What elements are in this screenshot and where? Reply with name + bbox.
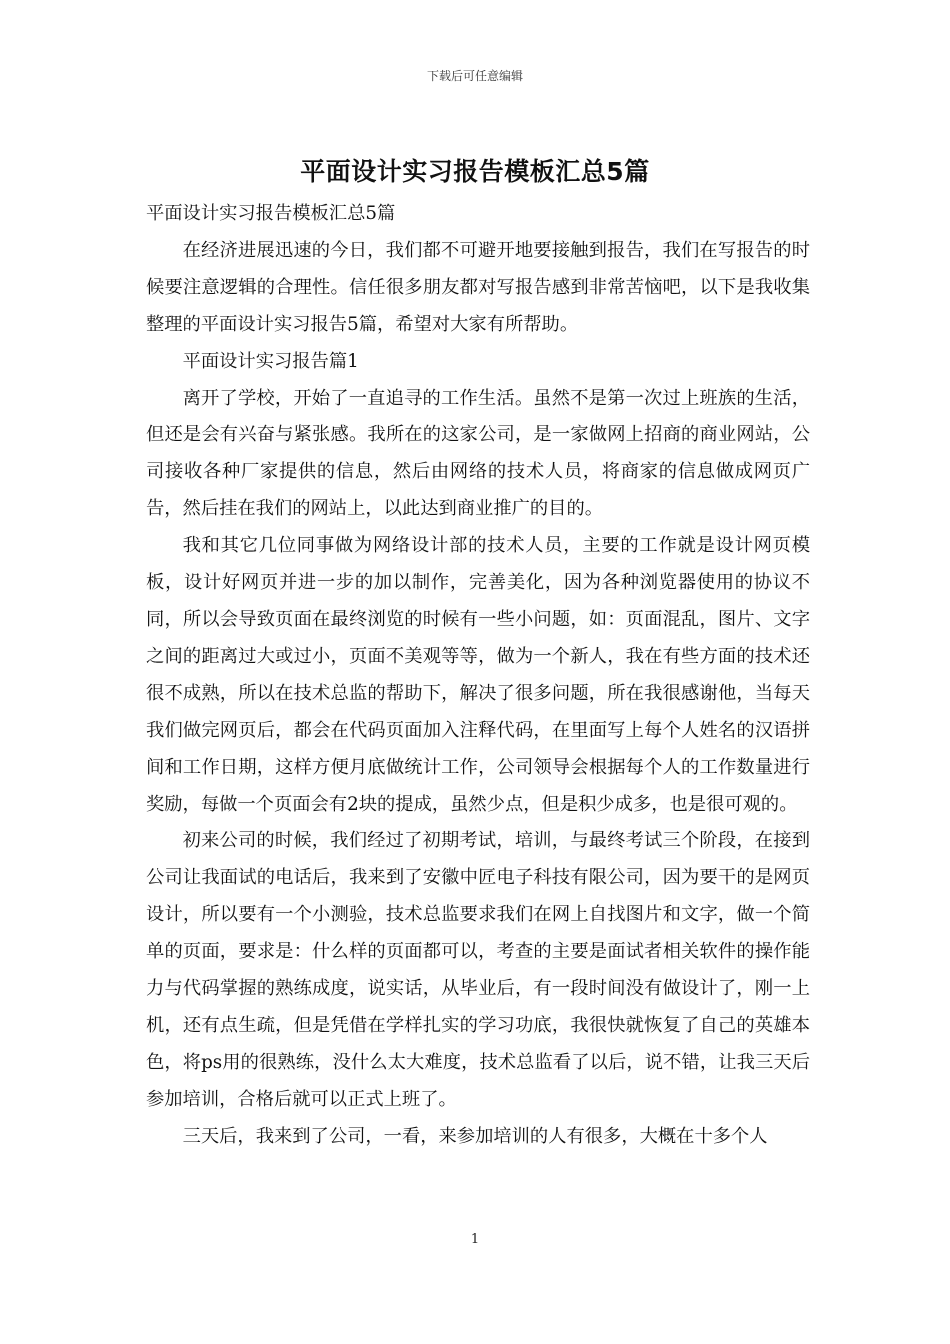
body-paragraph: 初来公司的时候，我们经过了初期考试，培训，与最终考试三个阶段，在接到公司让我面试的电话后，我来到了安徽中匠电子科技有限公司，因为要干的是网页设计，所以要有一个小测验，技术总监要求我们在网上自找图片和文字，做一个简单的页面，要求是：什么样的页面都可以，考查的主要是面试者相关软件的操作能力与代码掌握的熟练成度，说实话，从毕业后，有一段时间没有做设计了，刚一上机，还有点生疏，但是凭借在学样扎实的学习功底，我很快就恢复了自己的英雄本色，将ps用的很熟练，没什么太大难度，技术总监看了以后，说不错，让我三天后参加培训，合格后就可以正式上班了。: [146, 830, 810, 1110]
page-number: 1: [470, 1232, 480, 1247]
document-body: [146, 196, 810, 1156]
header-note: 下载后可任意编辑: [426, 69, 523, 83]
document-title: 平面设计实习报告模板汇总5篇: [300, 157, 650, 186]
body-paragraph: 离开了学校，开始了一直追寻的工作生活。虽然不是第一次过上班族的生活，但还是会有兴奋与紧张感。我所在的这家公司，是一家做网上招商的商业网站，公司接收各种厂家提供的信息，然后由网络的技术人员，将商家的信息做成网页广告，然后挂在我们的网站上，以此达到商业推广的目的。: [146, 387, 810, 520]
body-paragraph: 三天后，我来到了公司，一看，来参加培训的人有很多，大概在十多个人: [182, 1125, 768, 1147]
intro-paragraph: 在经济进展迅速的今日，我们都不可避开地要接触到报告，我们在写报告的时候要注意逻辑的合理性。信任很多朋友都对写报告感到非常苦恼吧，以下是我收集整理的平面设计实习报告5篇，希望对大家有所帮助。: [146, 239, 810, 335]
section-heading: 平面设计实习报告篇1: [182, 350, 359, 372]
body-paragraph: 我和其它几位同事做为网络设计部的技术人员，主要的工作就是设计网页模板，设计好网页并进一步的加以制作，完善美化，因为各种浏览器使用的协议不同，所以会导致页面在最终浏览的时候有一些小问题，如：页面混乱，图片、文字之间的距离过大或过小，页面不美观等等，做为一个新人，我在有些方面的技术还很不成熟，所以在技术总监的帮助下，解决了很多问题，所在我很感谢他，当每天我们做完网页后，都会在代码页面加入注释代码，在里面写上每个人姓名的汉语拼间和工作日期，这样方便月底做统计工作，公司领导会根据每个人的工作数量进行奖励，每做一个页面会有2块的提成，虽然少点，但是积少成多，也是很可观的。: [146, 535, 810, 815]
subtitle-line: 平面设计实习报告模板汇总5篇: [146, 203, 396, 224]
